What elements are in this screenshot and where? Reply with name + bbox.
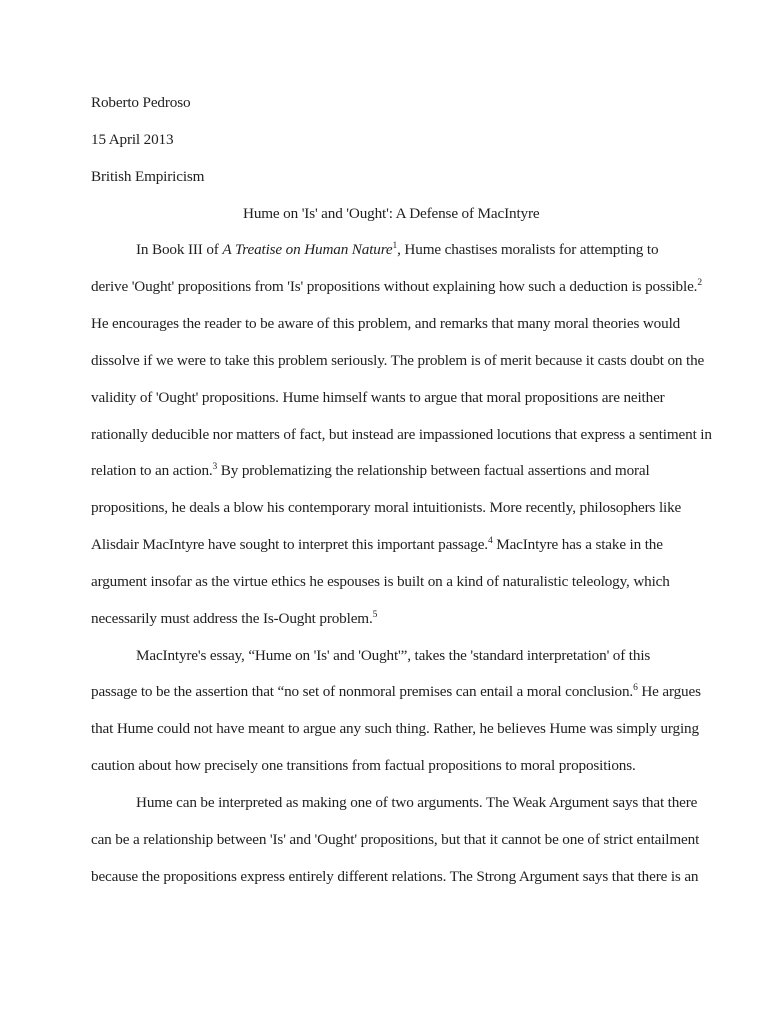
paragraph-1-line: dissolve if we were to take this problem seriously. The problem is of merit because it casts doubt on the — [91, 352, 705, 369]
paragraph-3-line: because the propositions express entirely different relations. The Strong Argument says that there is an — [91, 868, 699, 885]
footnote-ref: 5 — [372, 610, 378, 620]
paragraph-1-line: derive 'Ought' propositions from 'Is' propositions without explaining how such a deduction is possible.$^2$ — [91, 278, 702, 295]
paper-title: Hume on 'Is' and 'Ought': A Defense of MacIntyre — [243, 205, 540, 222]
paragraph-2-line: caution about how precisely one transitions from factual propositions to moral propositions. — [91, 757, 636, 774]
paragraph-1-line: argument insofar as the virtue ethics he espouses is built on a kind of naturalistic teleology, which — [91, 573, 670, 590]
paragraph-1-line: validity of 'Ought' propositions. Hume himself wants to argue that moral propositions are neither — [91, 389, 665, 406]
paragraph-3-line: can be a relationship between 'Is' and 'Ought' propositions, but that it cannot be one of strict entailment — [91, 831, 700, 848]
paragraph-2-line: passage to be the assertion that “no set of nonmoral premises can entail a moral conclusion.$^6$ He argues — [91, 683, 701, 700]
paragraph-1-line: relation to an action.$^3$ By problematizing the relationship between factual assertions and moral — [91, 462, 650, 479]
course-name: British Empiricism — [91, 168, 205, 185]
footnote-ref: 6 — [633, 683, 638, 693]
paragraph-1-line: necessarily must address the Is-Ought problem.$^5$ — [91, 610, 378, 627]
paragraph-1-line: propositions, he deals a blow his contemporary moral intuitionists. More recently, philosophers like — [91, 499, 682, 516]
paragraph-1-line: Alisdair MacIntyre have sought to interpret this important passage.$^4$ MacIntyre has a stake in the — [91, 536, 663, 553]
footnote-ref: 4 — [487, 536, 493, 546]
paragraph-2-line: MacIntyre's essay, “Hume on 'Is' and 'Ought'”, takes the 'standard interpretation' of this — [136, 647, 651, 664]
book-title: A Treatise on Human Nature — [222, 241, 393, 258]
paper-date: 15 April 2013 — [91, 131, 174, 148]
paragraph-1-line: He encourages the reader to be aware of this problem, and remarks that many moral theories would — [91, 315, 681, 332]
paragraph-1-line: rationally deducible nor matters of fact, but instead are impassioned locutions that express a sentiment in — [91, 426, 712, 443]
paragraph-2-line: that Hume could not have meant to argue any such thing. Rather, he believes Hume was simply urging — [91, 720, 699, 737]
footnote-ref: 1 — [392, 241, 398, 251]
author-name: Roberto Pedroso — [91, 94, 191, 111]
paragraph-3-line: Hume can be interpreted as making one of two arguments. The Weak Argument says that there — [136, 794, 698, 811]
footnote-ref: 2 — [697, 278, 702, 288]
paragraph-1-line: In Book III of A Treatise on Human Nature$^1$, Hume chastises moralists for attempting to — [136, 241, 659, 258]
footnote-ref: 3 — [212, 462, 218, 472]
